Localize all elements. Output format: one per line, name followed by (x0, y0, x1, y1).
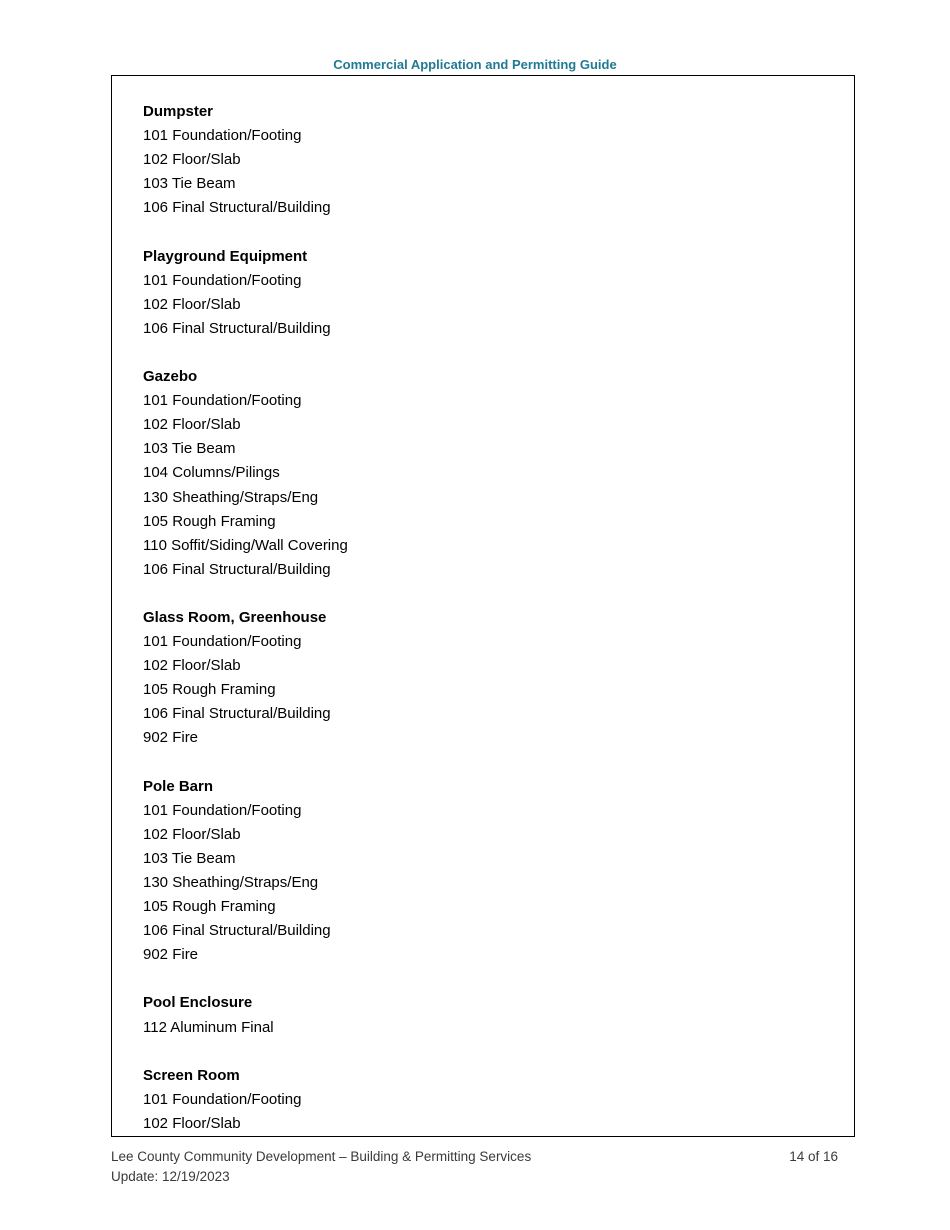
inspection-item: 105 Rough Framing (143, 681, 276, 699)
inspection-item: 106 Final Structural/Building (143, 199, 331, 217)
section-title: Screen Room (143, 1066, 240, 1084)
page-number: 14 of 16 (789, 1149, 838, 1164)
inspection-section (143, 100, 348, 220)
inspection-item: 112 Aluminum Final (143, 1018, 274, 1036)
inspection-sections (143, 100, 348, 1137)
inspection-item: 103 Tie Beam (143, 849, 236, 867)
inspection-section (143, 606, 348, 751)
inspection-item: 106 Final Structural/Building (143, 560, 331, 578)
inspection-item: 103 Tie Beam (143, 175, 236, 193)
page-footer (111, 1147, 531, 1186)
section-title: Glass Room, Greenhouse (143, 608, 327, 626)
section-title: Pool Enclosure (143, 994, 253, 1012)
inspection-item: 106 Final Structural/Building (143, 705, 331, 723)
inspection-item: 130 Sheathing/Straps/Eng (143, 874, 319, 891)
inspection-section (143, 1064, 348, 1136)
inspection-item: 101 Foundation/Footing (143, 392, 302, 410)
footer-department: Lee County Community Development – Building & Permitting Services (111, 1149, 532, 1164)
inspection-item: 104 Columns/Pilings (143, 464, 280, 482)
inspection-item: 101 Foundation/Footing (143, 1090, 302, 1108)
inspection-item: 101 Foundation/Footing (143, 127, 302, 145)
inspection-item: 902 Fire (143, 946, 199, 964)
inspection-item: 102 Floor/Slab (143, 295, 241, 313)
footer-update-date: Update: 12/19/2023 (111, 1168, 230, 1184)
inspection-section (143, 991, 348, 1039)
inspection-item: 105 Rough Framing (143, 898, 276, 916)
inspection-list-box (111, 75, 855, 1137)
inspection-section (143, 365, 348, 582)
inspection-item: 102 Floor/Slab (143, 151, 241, 169)
inspection-item: 106 Final Structural/Building (143, 922, 331, 940)
inspection-item: 106 Final Structural/Building (143, 319, 331, 337)
inspection-item: 110 Soffit/Siding/Wall Covering (143, 536, 348, 554)
inspection-item: 105 Rough Framing (143, 512, 276, 530)
inspection-item: 102 Floor/Slab (143, 1114, 241, 1132)
inspection-item: 101 Foundation/Footing (143, 801, 302, 819)
inspection-item: 130 Sheathing/Straps/Eng (143, 488, 319, 506)
inspection-item: 102 Floor/Slab (143, 657, 241, 675)
inspection-section (143, 245, 348, 341)
section-title: Pole Barn (143, 777, 214, 795)
section-title: Gazebo (143, 368, 198, 386)
page-header-title: Commercial Application and Permitting Guide (333, 57, 617, 72)
inspection-section (143, 775, 348, 968)
inspection-item: 102 Floor/Slab (143, 416, 241, 434)
inspection-item: 101 Foundation/Footing (143, 271, 302, 289)
section-title: Dumpster (143, 103, 214, 120)
inspection-item: 102 Floor/Slab (143, 825, 241, 843)
section-title: Playground Equipment (143, 247, 308, 265)
inspection-item: 101 Foundation/Footing (143, 633, 302, 651)
inspection-item: 103 Tie Beam (143, 440, 236, 458)
inspection-item: 902 Fire (143, 729, 199, 747)
